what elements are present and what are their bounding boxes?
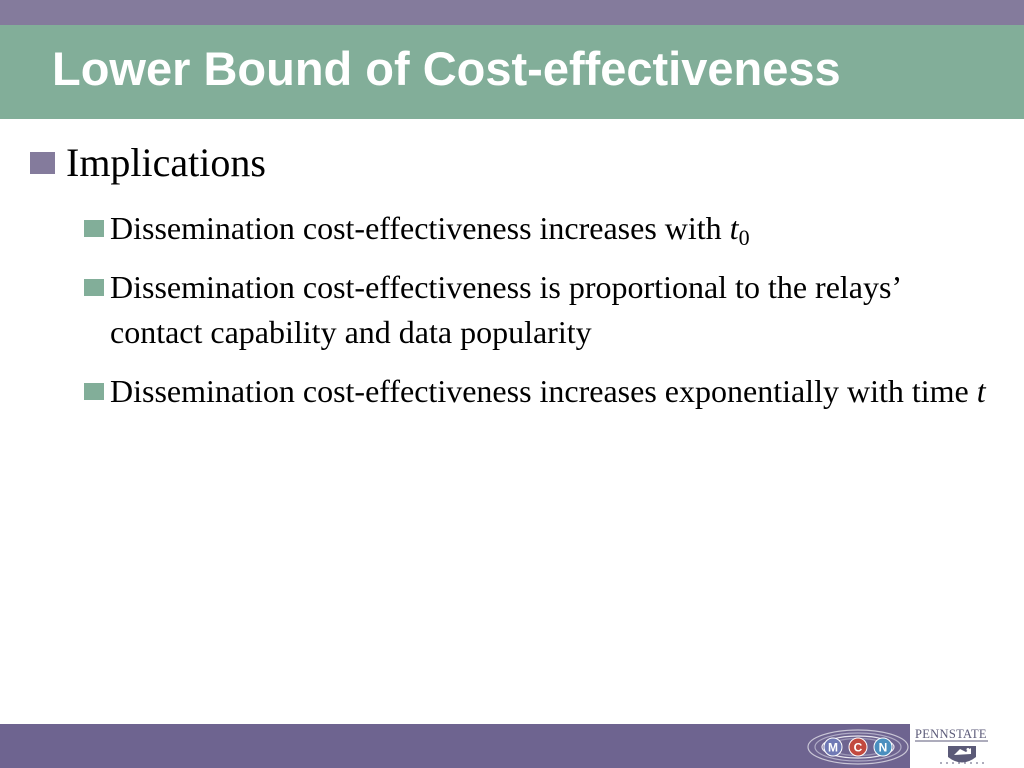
pennstate-logo-panel: [910, 724, 1024, 768]
bullet-item-3-text: Dissemination cost-effectiveness increases exponentially with time: [110, 373, 977, 409]
bullet-item-1: [110, 206, 990, 251]
bullet-item-2: [110, 265, 990, 355]
bullet-item-1-text: Dissemination cost-effectiveness increases with: [110, 210, 730, 246]
mcn-letter-m: M: [828, 740, 838, 755]
bullet-square-icon: [84, 383, 104, 400]
mcn-letter-n: N: [878, 740, 888, 755]
slide-title: Lower Bound of Cost-effectiveness: [52, 42, 841, 95]
bullet-square-icon: [84, 279, 104, 296]
bullet-square-icon: [84, 220, 104, 237]
bullet-square-icon: [30, 152, 55, 174]
variable-t: t: [976, 373, 986, 409]
pennstate-logo: [910, 724, 1024, 768]
mcn-letter-c: C: [853, 740, 863, 755]
subscript-0: 0: [738, 225, 750, 250]
header-top-strip: [0, 0, 1024, 25]
variable-t: t: [729, 210, 739, 246]
mcn-lab-logo: [806, 728, 910, 766]
pennstate-wordmark: PENNSTATE: [915, 727, 987, 741]
bullet-level1-text: Implications: [66, 140, 266, 185]
bullet-item-2-text: Dissemination cost-effectiveness is proportional to the relays’ contact capability and data popularity: [110, 269, 900, 350]
bullet-item-3: [110, 369, 990, 414]
